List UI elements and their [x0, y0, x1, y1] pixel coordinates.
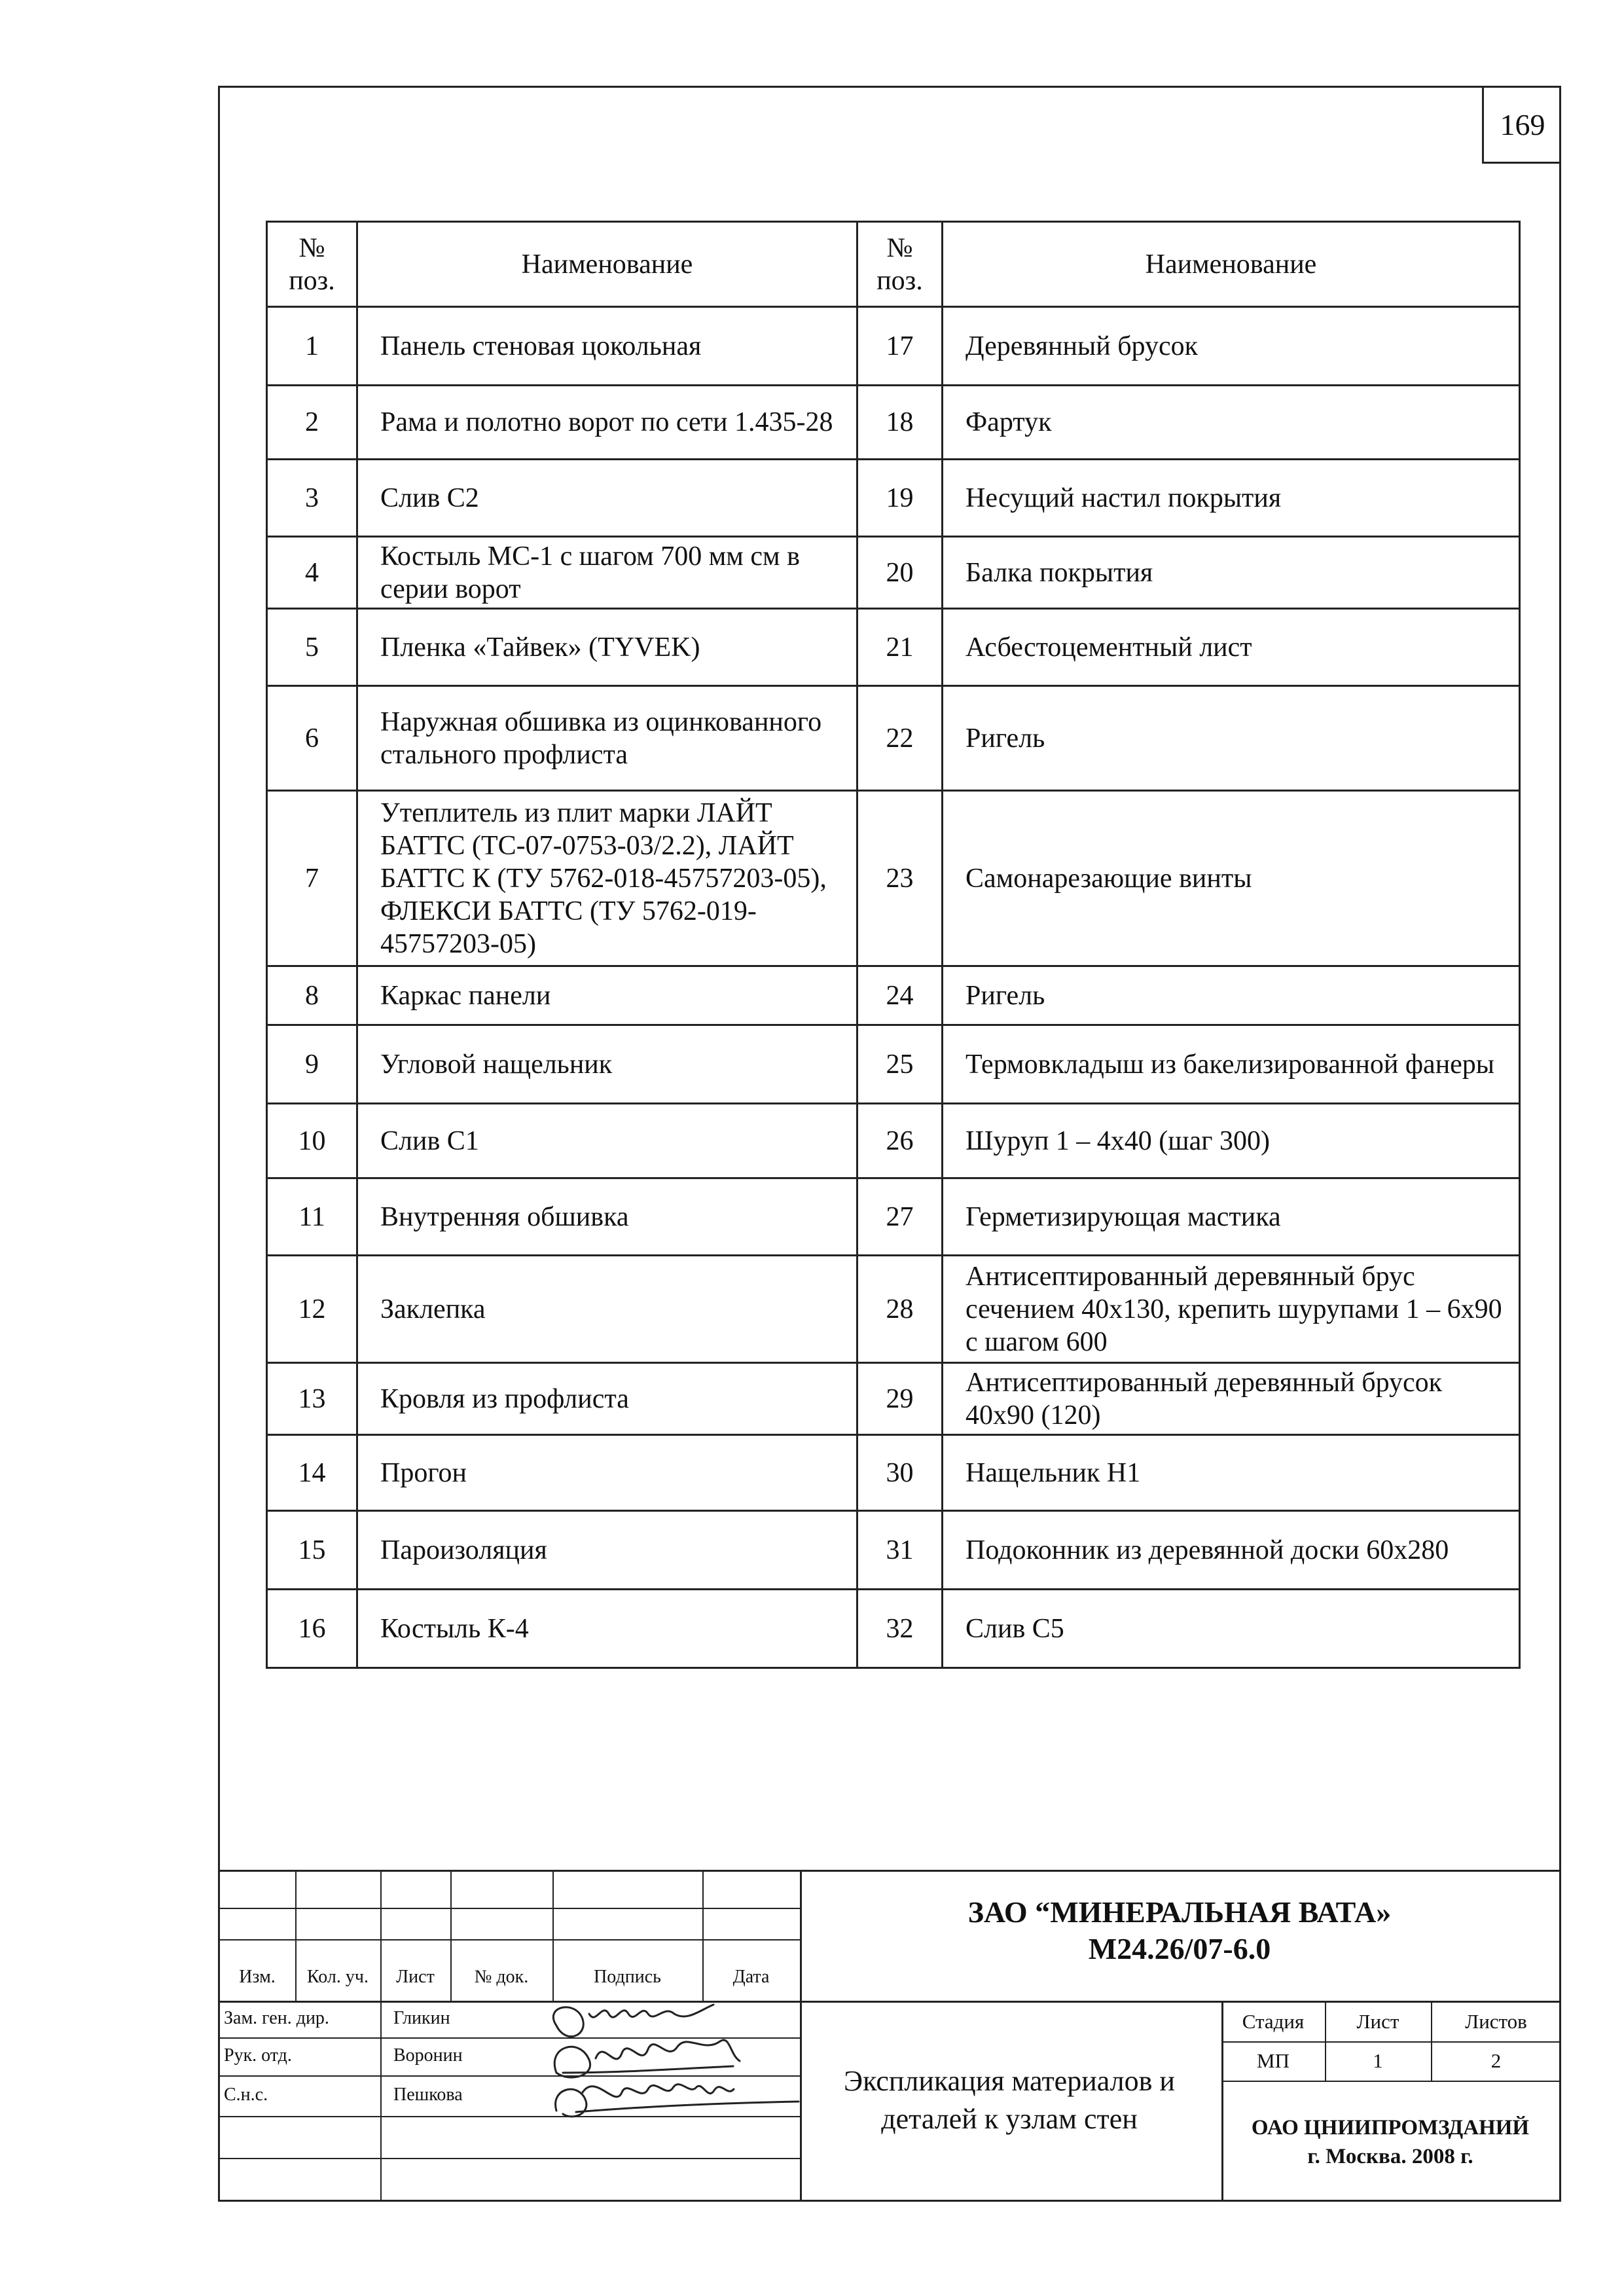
header-name-left: Наименование	[357, 222, 857, 307]
cell-pos-right: 26	[857, 1104, 943, 1178]
table-row	[267, 1178, 1520, 1256]
cell-pos-left: 9	[267, 1025, 357, 1104]
label-stage: Стадия	[1242, 2010, 1305, 2033]
cell-pos-right: 18	[857, 386, 943, 460]
role-head-of-dept: Рук. отд.	[224, 2045, 292, 2066]
cell-pos-left: 13	[267, 1363, 357, 1435]
cell-name-right: Асбестоцементный лист	[943, 609, 1520, 686]
cell-pos-left: 11	[267, 1178, 357, 1256]
header-pos-left: № поз.	[267, 222, 357, 307]
cell-name-right: Антисептированный деревянный брус сечением 40х130, крепить шурупами 1 – 6х90 с шагом 600	[943, 1256, 1520, 1363]
document-code: М24.26/07-6.0	[1088, 1932, 1271, 1965]
table-row	[267, 1590, 1520, 1668]
label-doc-no: № док.	[474, 1967, 529, 1987]
city-year: г. Москва. 2008 г.	[1307, 2145, 1473, 2168]
cell-pos-right: 32	[857, 1590, 943, 1668]
table-row	[267, 1435, 1520, 1511]
cell-name-left: Внутренняя обшивка	[357, 1178, 857, 1256]
cell-name-right: Ригель	[943, 686, 1520, 791]
role-deputy-director: Зам. ген. дир.	[224, 2008, 329, 2028]
cell-pos-right: 28	[857, 1256, 943, 1363]
name-glikin: Гликин	[393, 2008, 450, 2028]
cell-name-left: Заклепка	[357, 1256, 857, 1363]
cell-name-right: Самонарезающие винты	[943, 791, 1520, 966]
cell-name-left: Утеплитель из плит марки ЛАЙТ БАТТС (ТС-07-0753-03/2.2), ЛАЙТ БАТТС К (ТУ 5762-018-45757203-05), ФЛЕКСИ БАТТС (ТУ 5762-019-45757203-05)	[357, 791, 857, 966]
cell-name-left: Наружная обшивка из оцинкованного стального профлиста	[357, 686, 857, 791]
cell-pos-right: 31	[857, 1511, 943, 1590]
label-sheets: Листов	[1465, 2010, 1527, 2033]
cell-name-left: Пароизоляция	[357, 1511, 857, 1590]
company-name: ЗАО “МИНЕРАЛЬНАЯ ВАТА»	[967, 1895, 1392, 1929]
label-sheet: Лист	[1356, 2010, 1399, 2033]
sheets-value: 2	[1490, 2049, 1502, 2072]
header-pos-right: № поз.	[857, 222, 943, 307]
cell-pos-right: 24	[857, 966, 943, 1025]
organization-block	[1221, 2113, 1559, 2171]
label-izm: Изм.	[239, 1967, 276, 1987]
stage-value: МП	[1257, 2049, 1290, 2072]
company-block	[800, 1894, 1559, 1967]
cell-name-left: Костыль МС-1 с шагом 700 мм см в серии ворот	[357, 537, 857, 609]
cell-name-left: Угловой нащельник	[357, 1025, 857, 1104]
table-row	[267, 1511, 1520, 1590]
cell-pos-right: 21	[857, 609, 943, 686]
page-number: 169	[1482, 87, 1561, 164]
cell-pos-right: 25	[857, 1025, 943, 1104]
table-row	[267, 609, 1520, 686]
cell-name-left: Панель стеновая цокольная	[357, 307, 857, 386]
cell-name-right: Подоконник из деревянной доски 60х280	[943, 1511, 1520, 1590]
cell-pos-left: 2	[267, 386, 357, 460]
table-row	[267, 386, 1520, 460]
cell-pos-left: 14	[267, 1435, 357, 1511]
cell-pos-left: 7	[267, 791, 357, 966]
table-row	[267, 1104, 1520, 1178]
cell-name-right: Фартук	[943, 386, 1520, 460]
cell-name-left: Каркас панели	[357, 966, 857, 1025]
cell-name-left: Слив С1	[357, 1104, 857, 1178]
label-date: Дата	[732, 1967, 770, 1987]
signatures-icon	[537, 1988, 812, 2119]
table-row	[267, 686, 1520, 791]
cell-pos-left: 6	[267, 686, 357, 791]
cell-name-right: Герметизирующая мастика	[943, 1178, 1520, 1256]
table-row	[267, 1025, 1520, 1104]
cell-name-right: Шуруп 1 – 4х40 (шаг 300)	[943, 1104, 1520, 1178]
table-row	[267, 460, 1520, 537]
cell-pos-left: 3	[267, 460, 357, 537]
cell-name-right: Слив С5	[943, 1590, 1520, 1668]
table-row	[267, 1256, 1520, 1363]
cell-pos-left: 10	[267, 1104, 357, 1178]
cell-pos-right: 29	[857, 1363, 943, 1435]
cell-name-left: Рама и полотно ворот по сети 1.435-28	[357, 386, 857, 460]
cell-name-right: Термовкладыш из бакелизированной фанеры	[943, 1025, 1520, 1104]
organization-name: ОАО ЦНИИПРОМЗДАНИЙ	[1251, 2116, 1530, 2140]
label-list: Лист	[396, 1967, 435, 1987]
cell-name-right: Антисептированный деревянный брусок 40х90 (120)	[943, 1363, 1520, 1435]
table-row	[267, 537, 1520, 609]
cell-name-right: Балка покрытия	[943, 537, 1520, 609]
cell-pos-right: 22	[857, 686, 943, 791]
table-row	[267, 791, 1520, 966]
cell-name-left: Костыль К-4	[357, 1590, 857, 1668]
cell-pos-left: 1	[267, 307, 357, 386]
cell-pos-left: 16	[267, 1590, 357, 1668]
cell-pos-left: 15	[267, 1511, 357, 1590]
cell-name-right: Ригель	[943, 966, 1520, 1025]
sheet-value: 1	[1373, 2049, 1383, 2072]
cell-pos-right: 20	[857, 537, 943, 609]
cell-pos-right: 17	[857, 307, 943, 386]
drawing-title: Экспликация материалов и деталей к узлам стен	[844, 2065, 1175, 2135]
cell-name-left: Прогон	[357, 1435, 857, 1511]
cell-pos-right: 27	[857, 1178, 943, 1256]
cell-pos-right: 23	[857, 791, 943, 966]
cell-name-left: Слив С2	[357, 460, 857, 537]
cell-name-right: Несущий настил покрытия	[943, 460, 1520, 537]
cell-pos-left: 8	[267, 966, 357, 1025]
name-peshkova: Пешкова	[393, 2085, 463, 2105]
header-name-right: Наименование	[943, 222, 1520, 307]
name-voronin: Воронин	[393, 2045, 463, 2066]
table-header-row	[267, 222, 1520, 307]
cell-pos-left: 4	[267, 537, 357, 609]
cell-pos-left: 12	[267, 1256, 357, 1363]
cell-pos-right: 19	[857, 460, 943, 537]
table-row	[267, 966, 1520, 1025]
role-senior-researcher: С.н.с.	[224, 2085, 268, 2105]
table-row	[267, 307, 1520, 386]
label-signature: Подпись	[594, 1967, 661, 1987]
cell-pos-right: 30	[857, 1435, 943, 1511]
label-kol-uch: Кол. уч.	[307, 1967, 369, 1987]
cell-name-right: Нащельник Н1	[943, 1435, 1520, 1511]
cell-pos-left: 5	[267, 609, 357, 686]
table-row	[267, 1363, 1520, 1435]
materials-table	[266, 221, 1521, 1669]
cell-name-left: Пленка «Тайвек» (TYVEK)	[357, 609, 857, 686]
cell-name-left: Кровля из профлиста	[357, 1363, 857, 1435]
cell-name-right: Деревянный брусок	[943, 307, 1520, 386]
